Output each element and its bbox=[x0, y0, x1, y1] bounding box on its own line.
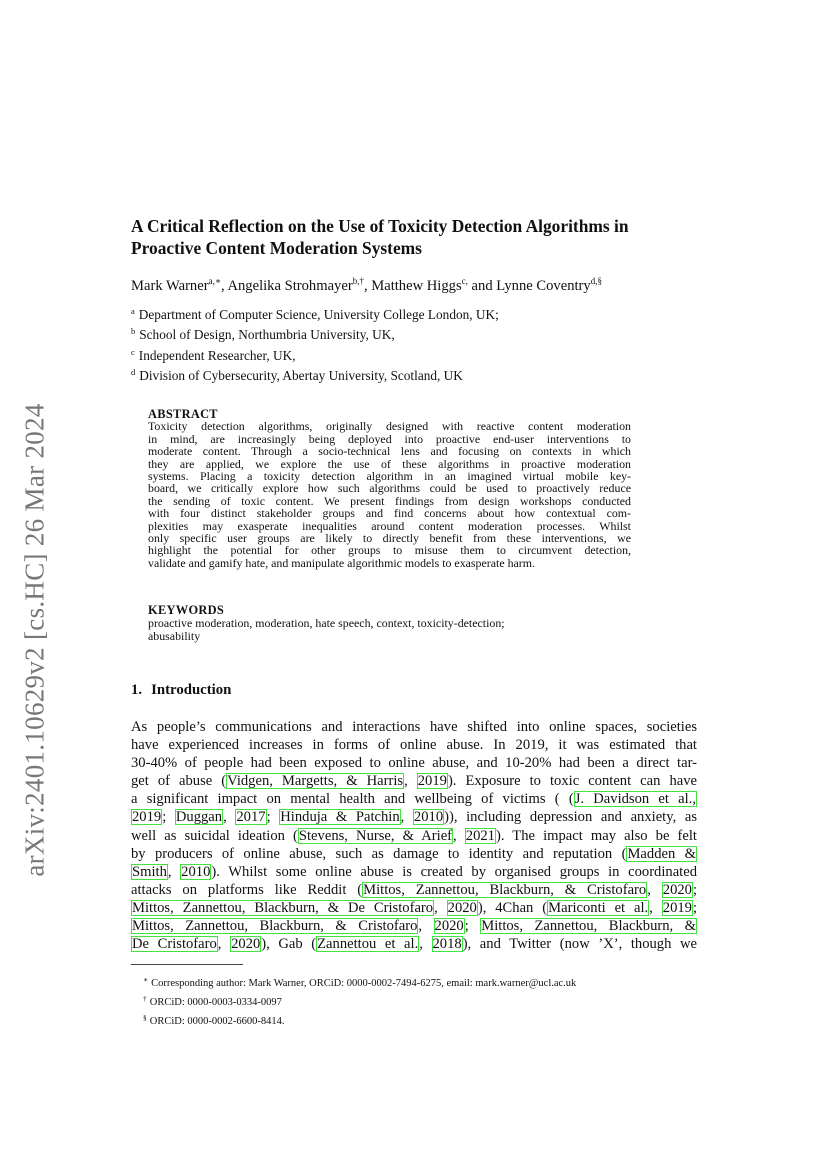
citation-link[interactable]: 2010 bbox=[413, 809, 444, 826]
text-line: have experienced increases in forms of online abuse. In 2019, it was estimated that bbox=[131, 737, 697, 754]
paper-title bbox=[131, 215, 697, 259]
citation-link[interactable]: Mittos, Zannettou, Blackburn, & Cristofaro bbox=[132, 918, 418, 935]
citation-link[interactable]: Vidgen, Margetts, & Harris bbox=[227, 773, 404, 790]
abstract-section bbox=[148, 408, 631, 569]
text-line: systems. Placing a toxicity detection algorithm in an imagined virtual mobile key- bbox=[148, 469, 631, 484]
author-name: Angelika Strohmayer bbox=[227, 278, 353, 294]
footnote-list bbox=[131, 972, 697, 1029]
affiliation bbox=[131, 323, 697, 343]
author-separator: , bbox=[363, 278, 372, 294]
footnote bbox=[131, 1010, 697, 1029]
text-line: As people’s communications and interactions have shifted into online spaces, societies bbox=[131, 719, 697, 735]
author-name: Matthew Higgs bbox=[371, 278, 462, 294]
citation-link[interactable]: Mittos, Zannettou, Blackburn, & De Cristofaro bbox=[132, 899, 434, 916]
introduction-body bbox=[131, 718, 697, 953]
author-name: Lynne Coventry bbox=[496, 278, 591, 294]
author-affiliation-mark: b,† bbox=[352, 276, 364, 286]
citation-link[interactable]: 2021 bbox=[465, 827, 495, 844]
citation-link[interactable]: Hinduja & Patchin bbox=[280, 809, 400, 826]
affiliation-mark: c bbox=[131, 346, 135, 357]
abstract-body bbox=[148, 420, 631, 569]
section-number: 1. bbox=[131, 682, 143, 698]
text-line: validate and gamify hate, and manipulate algorithmic models to exasperate harm. bbox=[148, 555, 535, 570]
citation-link[interactable]: 2020 bbox=[662, 881, 692, 898]
text-line: proactive moderation, moderation, hate speech, context, toxicity-detection; bbox=[148, 616, 505, 630]
author-separator: , bbox=[220, 278, 228, 294]
footnote-mark: ∗ bbox=[143, 975, 149, 984]
affiliation bbox=[131, 344, 697, 364]
author-affiliation-mark: d,§ bbox=[590, 276, 602, 286]
affiliation-text: Division of Cybersecurity, Abertay University, Scotland, UK bbox=[139, 367, 463, 383]
text-line: 30-40% of people had been exposed to online abuse, and 10-20% had been a direct tar- bbox=[131, 755, 697, 772]
affiliation bbox=[131, 303, 697, 323]
author-list bbox=[131, 276, 697, 295]
footnote-text: ORCiD: 0000-0003-0334-0097 bbox=[149, 997, 282, 1008]
text-line: 2019; Duggan, 2017; Hinduja & Patchin, 2010)), including depression and anxiety, as bbox=[132, 809, 698, 826]
section-heading bbox=[131, 682, 231, 699]
text-line: by producers of online abuse, such as damage to identity and reputation (Madden & bbox=[131, 845, 696, 862]
text-line: highlight the potential for other groups to misuse them to circumvent detection, bbox=[148, 543, 631, 558]
author-name: Mark Warner bbox=[131, 278, 209, 294]
citation-link[interactable]: 2018 bbox=[432, 936, 462, 953]
citation-link[interactable]: 2017 bbox=[236, 809, 266, 826]
citation-link[interactable]: Mittos, Zannettou, Blackburn, & bbox=[481, 918, 697, 935]
text-line: Mittos, Zannettou, Blackburn, & De Cristofaro, 2020), 4Chan (Mariconti et al., 2019; bbox=[132, 899, 698, 916]
citation-link[interactable]: Zannettou et al. bbox=[317, 936, 419, 953]
text-line: a significant impact on mental health and wellbeing of victims ( (J. Davidson et al., bbox=[131, 791, 697, 808]
citation-link[interactable]: 2020 bbox=[447, 899, 477, 916]
affiliation-mark: b bbox=[131, 326, 136, 337]
affiliation-mark: d bbox=[131, 366, 136, 377]
text-line: abusability bbox=[148, 629, 201, 643]
footnote bbox=[131, 972, 697, 991]
citation-link[interactable]: Smith bbox=[132, 863, 167, 880]
affiliation-mark: a bbox=[131, 306, 135, 316]
author-separator: and bbox=[467, 278, 497, 294]
text-line: the sending of toxic content. We present findings from design workshops conducted bbox=[148, 493, 631, 508]
title-line: A Critical Reflection on the Use of Toxicity Detection Algorithms in bbox=[131, 216, 629, 236]
citation-link[interactable]: Duggan bbox=[175, 809, 223, 826]
affiliation-text: Independent Researcher, UK, bbox=[138, 347, 296, 363]
text-line: Toxicity detection algorithms, originally designed with reactive content moderation bbox=[148, 419, 631, 434]
text-line: De Cristofaro, 2020), Gab (Zannettou et al., 2018), and Twitter (now ’X’, though we bbox=[132, 936, 698, 953]
text-line: attacks on platforms like Reddit (Mittos, Zannettou, Blackburn, & Cristofaro, 2020; bbox=[131, 881, 698, 898]
section-title: Introduction bbox=[151, 682, 232, 698]
keywords-body bbox=[148, 617, 631, 643]
footnote-mark: † bbox=[143, 994, 147, 1003]
arxiv-sidebar bbox=[10, 360, 60, 920]
citation-link[interactable]: 2019 bbox=[417, 773, 447, 790]
citation-link[interactable]: Mariconti et al. bbox=[548, 899, 649, 916]
footnote-rule bbox=[131, 964, 243, 965]
affiliation-text: Department of Computer Science, University College London, UK; bbox=[138, 307, 499, 322]
arxiv-identifier: arXiv:2401.10629v2 [cs.HC] 26 Mar 2024 bbox=[19, 403, 50, 877]
text-line: Smith, 2010). Whilst some online abuse is created by organised groups in coordinated bbox=[132, 863, 698, 880]
citation-link[interactable]: 2019 bbox=[132, 809, 162, 826]
citation-link[interactable]: 2019 bbox=[662, 899, 692, 916]
citation-link[interactable]: Stevens, Nurse, & Arief bbox=[298, 827, 453, 844]
affiliation-list bbox=[131, 303, 697, 384]
affiliation bbox=[131, 364, 697, 384]
text-line: board, we critically explore how such algorithms could be used to proactively reduce bbox=[148, 481, 631, 496]
text-line: moderate content. Through a socio-technical lens and focusing on contexts in which bbox=[148, 444, 631, 459]
keywords-section bbox=[148, 604, 631, 643]
keywords-heading: KEYWORDS bbox=[148, 603, 225, 617]
citation-link[interactable]: Mittos, Zannettou, Blackburn, & Cristofaro bbox=[363, 881, 647, 898]
text-line: well as suicidal ideation (Stevens, Nurse, & Arief, 2021). The impact may also be felt bbox=[131, 827, 697, 844]
title-line: Proactive Content Moderation Systems bbox=[131, 238, 422, 258]
citation-link[interactable]: 2010 bbox=[181, 863, 211, 880]
text-line: Mittos, Zannettou, Blackburn, & Cristofaro, 2020; Mittos, Zannettou, Blackburn, & bbox=[132, 918, 697, 935]
author-affiliation-mark: a,∗ bbox=[208, 276, 221, 286]
text-line: in mind, are increasingly being deployed into proactive end-user interventions to bbox=[148, 431, 631, 446]
text-line: only specific user groups are likely to directly benefit from these interventions, we bbox=[148, 531, 631, 546]
footnote-text: Corresponding author: Mark Warner, ORCiD: 0000-0002-7494-6275, email: mark.warner@ucl.ac.uk bbox=[151, 978, 577, 989]
footnote-mark: § bbox=[143, 1013, 147, 1022]
text-line: plexities may exasperate inequalities around content moderation processes. Whilst bbox=[148, 518, 631, 533]
citation-link[interactable]: Madden & bbox=[627, 845, 696, 862]
citation-link[interactable]: 2020 bbox=[231, 936, 261, 953]
footnote bbox=[131, 991, 697, 1010]
text-line: they are applied, we explore the use of these algorithms in proactive moderation bbox=[148, 456, 631, 471]
abstract-heading: ABSTRACT bbox=[148, 407, 218, 421]
affiliation-text: School of Design, Northumbria University, UK, bbox=[139, 327, 395, 343]
citation-link[interactable]: 2020 bbox=[434, 918, 464, 935]
footnote-text: ORCiD: 0000-0002-6600-8414. bbox=[149, 1016, 285, 1027]
text-line: get of abuse (Vidgen, Margetts, & Harris, 2019). Exposure to toxic content can have bbox=[131, 773, 698, 790]
author-affiliation-mark: c, bbox=[461, 276, 468, 286]
citation-link[interactable]: De Cristofaro bbox=[132, 936, 217, 953]
text-line: with four distinct stakeholder groups and find concerns about how contextual com- bbox=[148, 506, 631, 521]
citation-link[interactable]: J. Davidson et al., bbox=[574, 791, 697, 808]
